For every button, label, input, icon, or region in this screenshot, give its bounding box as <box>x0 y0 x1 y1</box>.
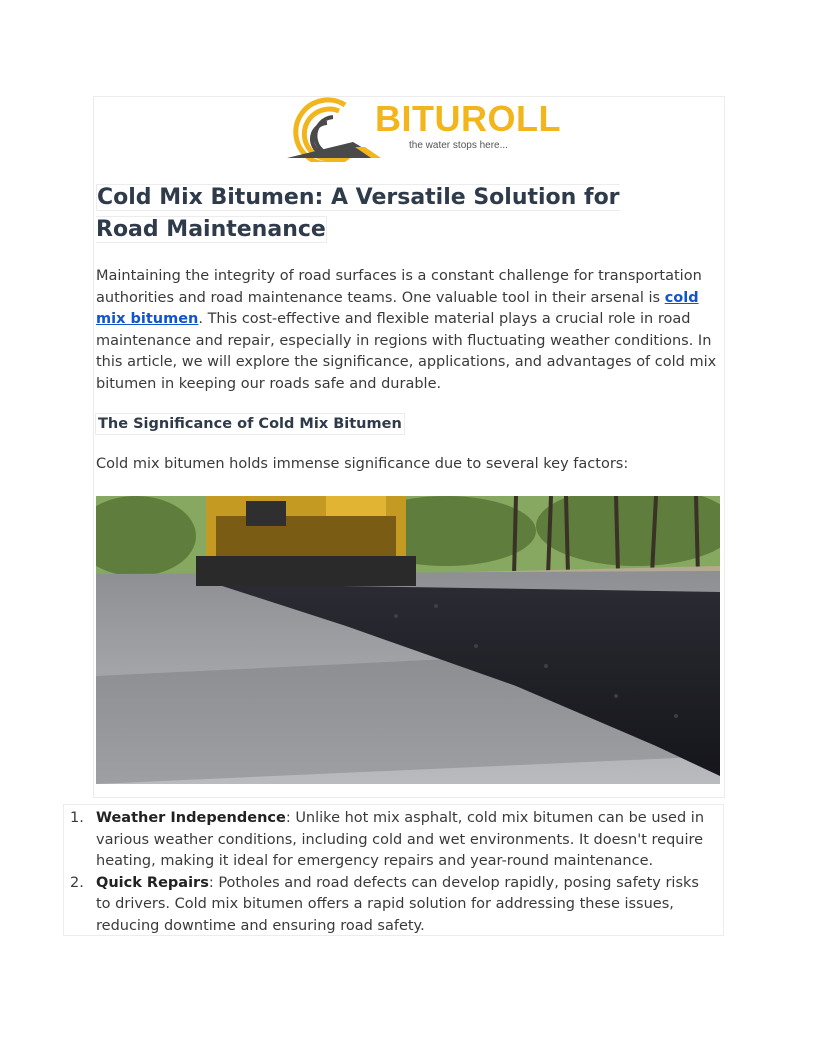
road-paving-photo <box>96 496 720 784</box>
significance-list <box>70 808 706 938</box>
section-heading: The Significance of Cold Mix Bitumen <box>95 413 405 435</box>
article-title-text: Cold Mix Bitumen: A Versatile Solution for Road Maintenance <box>96 185 620 242</box>
cold-mix-bitumen-link[interactable]: cold mix bitumen <box>96 289 699 328</box>
brand-tagline: the water stops here... <box>409 140 508 151</box>
list-item-number: 2. <box>70 874 84 891</box>
list-item-number: 1. <box>70 810 84 826</box>
section-lead: Cold mix bitumen holds immense significance due to several key factors: <box>96 456 629 472</box>
article-title <box>96 182 656 246</box>
list-item-quick-repairs <box>70 873 706 938</box>
brand-name: BITUROLL <box>375 98 561 139</box>
intro-text-after: . This cost-effective and flexible material plays a crucial role in road maintenance and repair, especially in regions with fluctuating weather conditions. In this article, we will explore the significance, applications, and advantages of cold mix bitumen in keeping our roads safe and durable. <box>96 311 717 392</box>
intro-text-before: Maintaining the integrity of road surfaces is a constant challenge for transportation authorities and road maintenance teams. One valuable tool in their arsenal is <box>96 268 702 306</box>
list-item-term: Quick Repairs <box>96 874 209 891</box>
list-item-text: : Unlike hot mix asphalt, cold mix bitumen can be used in various weather conditions, including cold and wet environments. It doesn't require heating, making it ideal for emergency repairs and year-round maintenance. <box>96 810 705 870</box>
list-item-weather-independence <box>70 808 706 873</box>
intro-paragraph <box>96 266 720 396</box>
list-item-term: Weather Independence <box>96 810 286 826</box>
list-item-text: : Potholes and road defects can develop rapidly, posing safety risks to drivers. Cold mix bitumen offers a rapid solution for addressing these issues, reducing downtime and ensuring road safety. <box>96 874 699 934</box>
